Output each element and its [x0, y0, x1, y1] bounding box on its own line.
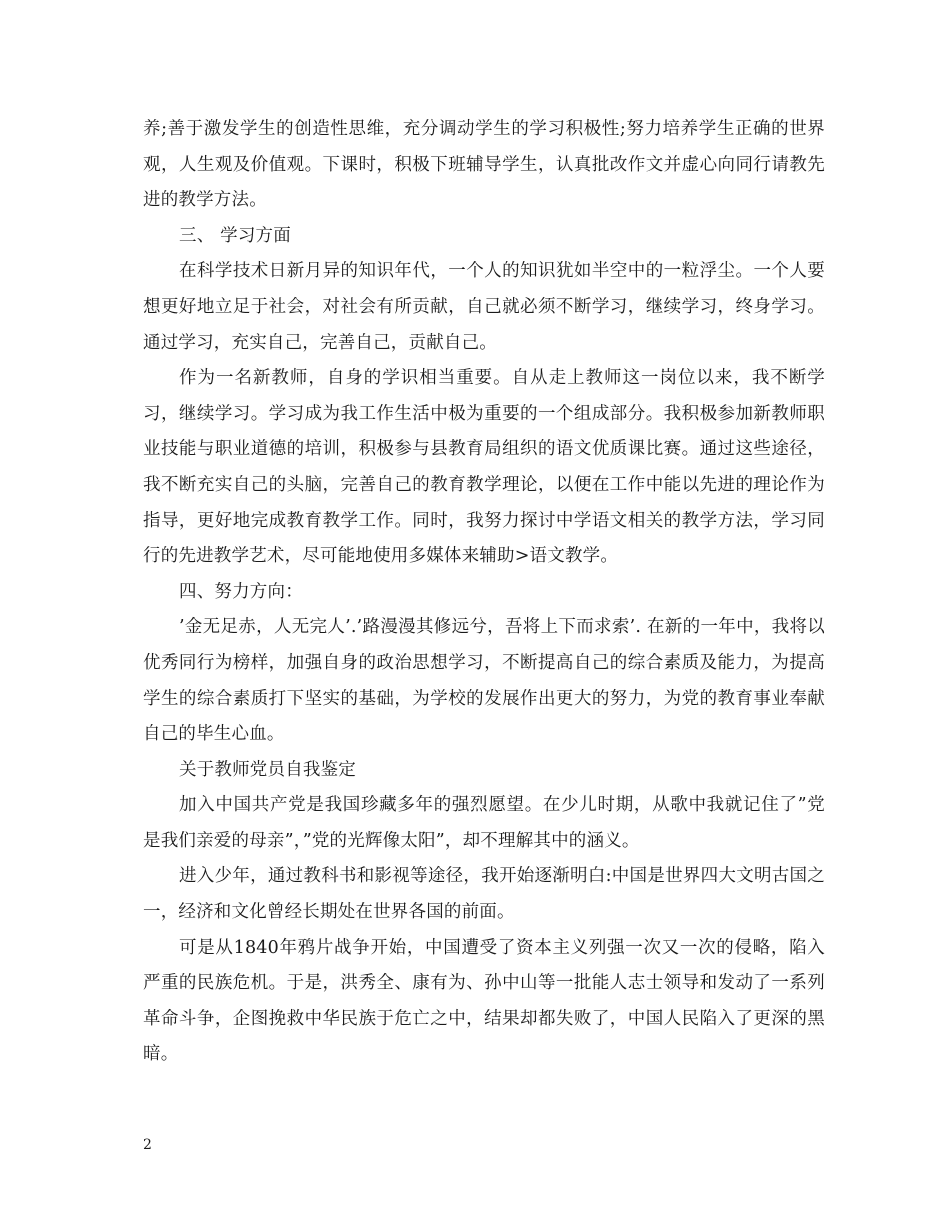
paragraph: 作为一名新教师，自身的学识相当重要。自从走上教师这一岗位以来，我不断学习，继续学习。学习成为我工作生活中极为重要的一个组成部分。我积极参加新教师职业技能与职业道德的培训，积极参与县教育局组织的语文优质课比赛。通过这些途径，我不断充实自己的头脑，完善自己的教育教学理论，以便在工作中能以先进的理论作为指导，更好地完成教育教学工作。同时，我努力探讨中学语文相关的教学方法，学习同行的先进教学艺术，尽可能地使用多媒体来辅助>语文教学。 — [143, 368, 825, 567]
paragraph: ’金无足赤，人无完人’.’路漫漫其修远兮，吾将上下而求索’. 在新的一年中，我将以优秀同行为榜样，加强自身的政治思想学习，不断提高自己的综合素质及能力，为提高学生的综合素质打下坚实的基础，为学校的发展作出更大的努力，为党的教育事业奉献自己的毕生心血。 — [143, 617, 825, 745]
article-title: 关于教师党员自我鉴定 — [179, 759, 356, 780]
document-body — [143, 112, 825, 1073]
page-number: 2 — [143, 1137, 152, 1153]
paragraph: 可是从1840年鸦片战争开始，中国遭受了资本主义列强一次又一次的侵略，陷入严重的民族危机。于是，洪秀全、康有为、孙中山等一批能人志士领导和发动了一系列革命斗争，企图挽救中华民族于危亡之中，结果却都失败了，中国人民陷入了更深的黑暗。 — [143, 937, 825, 1065]
paragraph: 加入中国共产党是我国珍藏多年的强烈愿望。在少儿时期，从歌中我就记住了”党是我们亲爱的母亲”，”党的光辉像太阳”，却不理解其中的涵义。 — [143, 795, 825, 851]
paragraph: 进入少年，通过教科书和影视等途径，我开始逐渐明白:中国是世界四大文明古国之一，经济和文化曾经长期处在世界各国的前面。 — [143, 866, 825, 923]
section-heading: 三、 学习方面 — [179, 225, 291, 246]
paragraph: 养;善于激发学生的创造性思维，充分调动学生的学习积极性;努力培养学生正确的世界观，人生观及价值观。下课时，积极下班辅导学生，认真批改作文并虚心向同行请教先进的教学方法。 — [143, 119, 825, 211]
section-heading: 四、努力方向： — [179, 581, 303, 602]
paragraph: 在科学技术日新月异的知识年代，一个人的知识犹如半空中的一粒浮尘。一个人要想更好地立足于社会，对社会有所贡献，自己就必须不断学习，继续学习，终身学习。通过学习，充实自己，完善自己，贡献自己。 — [143, 261, 825, 353]
